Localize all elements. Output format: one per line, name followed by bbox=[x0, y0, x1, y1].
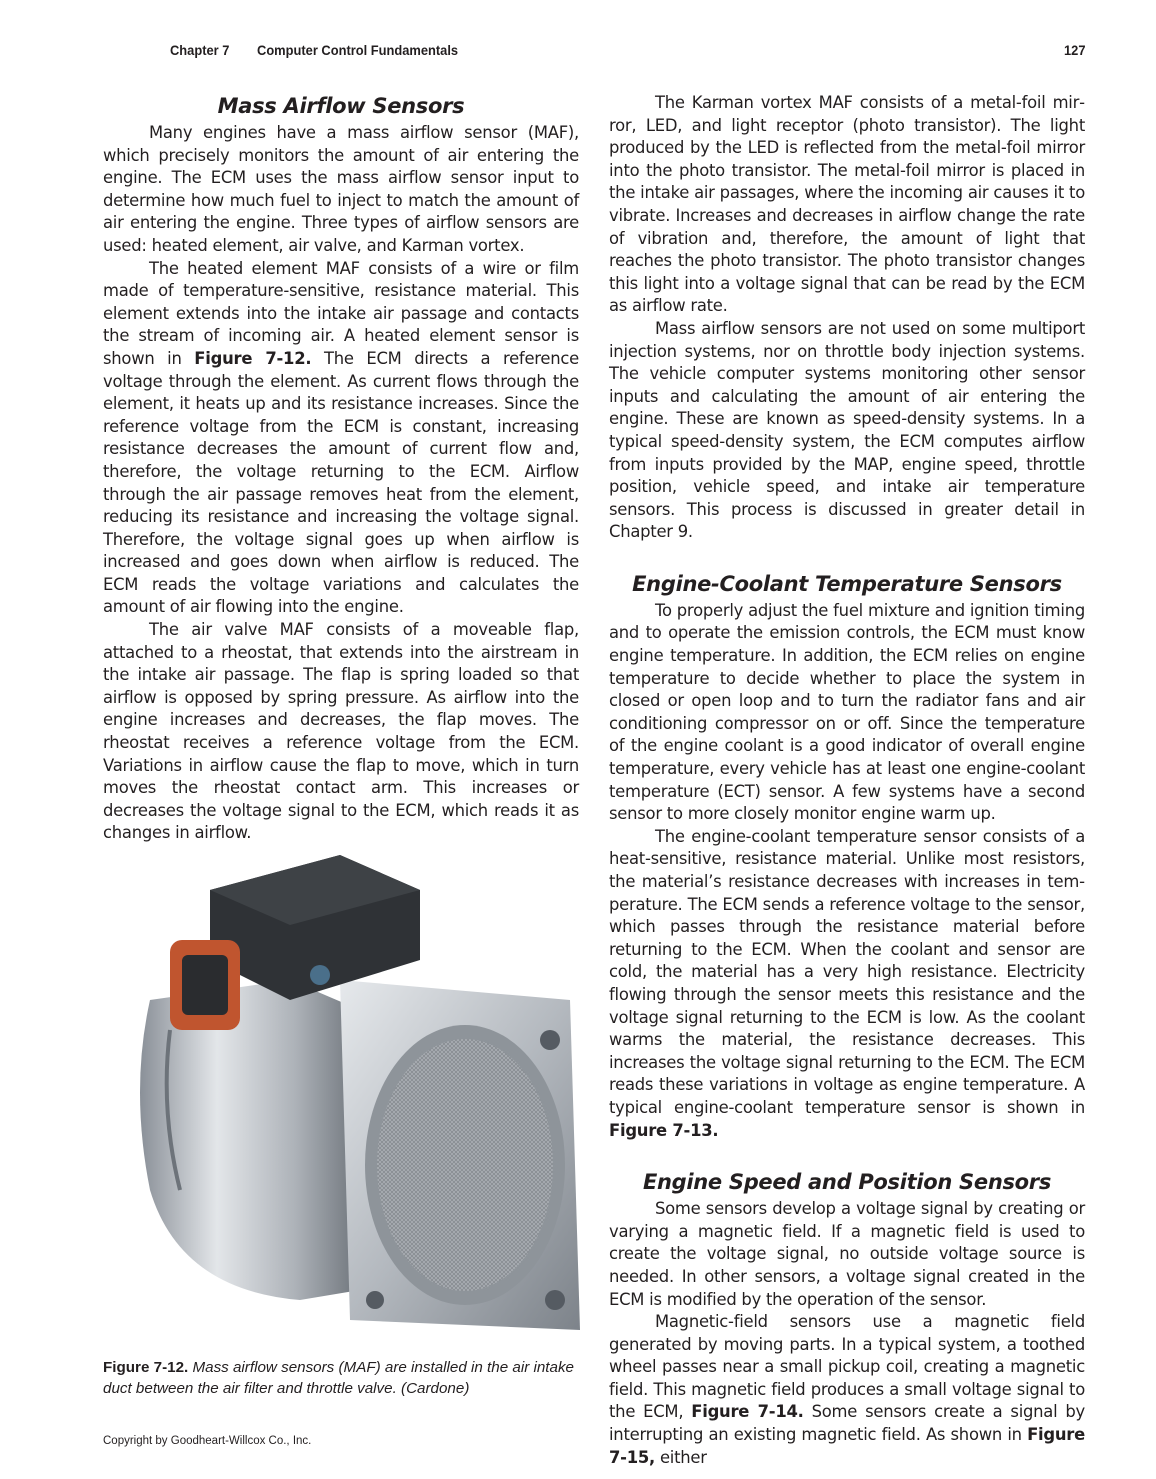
maf-sensor-photo bbox=[110, 830, 590, 1340]
paragraph bbox=[609, 826, 1085, 1142]
paragraph bbox=[103, 619, 579, 845]
figure-reference: Figure 7-12. bbox=[194, 348, 312, 368]
paragraph-text: Some sensors create a signal by interrupting an existing magnetic field. As shown in bbox=[609, 1402, 1085, 1445]
figure-caption-text: Mass airflow sensors (MAF) are installed in the air intake duct between the air filter and throttle valve. (Cardone) bbox=[103, 1359, 574, 1397]
section-heading: Mass Airflow Sensors bbox=[217, 94, 465, 118]
paragraph bbox=[609, 1311, 1085, 1469]
paragraph-text: The engine-coolant temperature sensor consists of a heat-sensitive, resistance material. Unlike most resistors, the material’s resistance decreases with increases in temperature. The ECM sends a reference voltage to the sensor, which passes through the resistance material before returning to the ECM. When the coolant and sensor are cold, the material has a very high resistance. Electricity flowing through the sensor meets this resistance and the voltage signal returning to the ECM is low. As the coolant warms the material, the resistance decreases. This increases the voltage signal returning to the ECM. The ECM reads these variations in voltage as engine temperature. A typical engine-coolant temperature sensor is shown in bbox=[609, 826, 1085, 1117]
running-header bbox=[170, 42, 458, 58]
copyright-footer: Copyright by Goodheart-Willcox Co., Inc. bbox=[103, 1435, 312, 1447]
section-heading: Engine-Coolant Temperature Sensors bbox=[632, 571, 1062, 596]
figure-caption bbox=[103, 1357, 583, 1399]
figure-label: Figure 7-12. bbox=[103, 1359, 189, 1376]
left-column bbox=[103, 92, 579, 845]
paragraph-text: The Karman vortex MAF consists of a metal-foil mirror, LED, and light receptor (photo transistor). The light produced by the LED is reflected from the metal-foil mirror into the photo transistor. The metal-foil mirror is placed in the intake air passages, where the incoming air causes it to vibrate. Increases and decreases in airflow change the rate of vibration and, therefore, the amount of light that reaches the photo transistor. The photo transistor changes this light into a voltage signal that can be read by the ECM as airflow rate. bbox=[609, 93, 1085, 316]
right-column bbox=[609, 92, 1085, 1469]
paragraph bbox=[103, 258, 579, 620]
paragraph bbox=[609, 1198, 1085, 1311]
paragraph-text: Many engines have a mass airflow sensor (MAF), which precisely monitors the amount of air entering the engine. The ECM uses the mass airflow sensor input to determine how much fuel to inject to match the amount of air entering the engine. Three types of airflow sensors are used: heated element, air valve, and Karman vortex. bbox=[103, 123, 579, 255]
chapter-title: Computer Control Fundamentals bbox=[257, 42, 459, 58]
paragraph-text: To properly adjust the fuel mixture and ignition timing and to operate the emission controls, the ECM must know engine temperature. In addition, the ECM relies on engine temperature to decide whether to place the system in closed or open loop and to turn the radiator fans and air conditioning compressor on or off. Since the temperature of the engine coolant is a good indicator of overall engine temperature, every vehicle has at least one engine-coolant temperature (ECT) sensor. A few systems have a second sensor to more closely monitor engine warm up. bbox=[609, 600, 1085, 824]
paragraph bbox=[609, 92, 1085, 318]
figure-reference: Figure 7-13. bbox=[609, 1120, 719, 1140]
paragraph-text: The heated element MAF consists of a wire or film made of temperature-sensitive, resistance material. This element extends into the intake air passage and contacts the stream of incoming air. A heated element sensor is shown in bbox=[103, 258, 579, 368]
paragraph bbox=[609, 600, 1085, 826]
paragraph bbox=[609, 318, 1085, 544]
chapter-number: Chapter 7 bbox=[170, 42, 230, 58]
paragraph-text: The air valve MAF consists of a moveable flap, attached to a rheostat, that extends into the airstream in the intake air passage. The flap is spring loaded so that airflow is opposed by spring pressure. As airflow into the engine increases and decreases, the flap moves. The rheostat receives a reference voltage from the ECM. Variations in airflow cause the flap to move, which in turn moves the rheostat contact arm. This increases or decreases the voltage signal to the ECM, which reads it as changes in airflow. bbox=[103, 620, 579, 843]
page-number: 127 bbox=[1064, 42, 1086, 58]
paragraph bbox=[103, 122, 579, 258]
paragraph-text: Some sensors develop a voltage signal by creating or varying a magnetic field. If a magnetic field is used to create the voltage signal, no outside voltage source is needed. In other sensors, a voltage signal created in the ECM is modified by the operation of the sensor. bbox=[609, 1199, 1085, 1309]
paragraph-text: either bbox=[655, 1447, 707, 1467]
paragraph-text: Magnetic-field sensors use a magnetic field generated by moving parts. In a typical system, a toothed wheel passes near a small pickup coil, creating a magnetic field. This magnetic field produces a small voltage signal to the ECM, bbox=[609, 1312, 1085, 1422]
figure-reference: Figure 7-15, bbox=[609, 1425, 1085, 1467]
section-heading: Engine Speed and Position Sensors bbox=[642, 1170, 1052, 1195]
figure-reference: Figure 7-14. bbox=[691, 1402, 804, 1422]
paragraph-text: The ECM directs a reference voltage through the element. As current flows through the element, it heats up and its resistance increases. Since the reference voltage from the ECM is constant, increasing resistance decreases the amount of current flow and, therefore, the voltage returning to the ECM. Airflow through the air passage removes heat from the element, reducing its resistance and increasing the voltage signal. Therefore, the voltage signal goes up when airflow is increased and goes down when airflow is reduced. The ECM reads the voltage variations and calculates the amount of air flowing into the engine. bbox=[103, 348, 579, 617]
paragraph-text: Mass airflow sensors are not used on some multiport injection systems, nor on throttle body injection systems. The vehicle computer systems monitoring other sensor inputs and calculating the amount of air entering the engine. These are known as speed-density systems. In a typical speed-density system, the ECM computes airflow from inputs provided by the MAP, engine speed, throttle position, vehicle speed, and intake air temperature sensors. This process is discussed in greater detail in Chapter 9. bbox=[609, 318, 1085, 542]
